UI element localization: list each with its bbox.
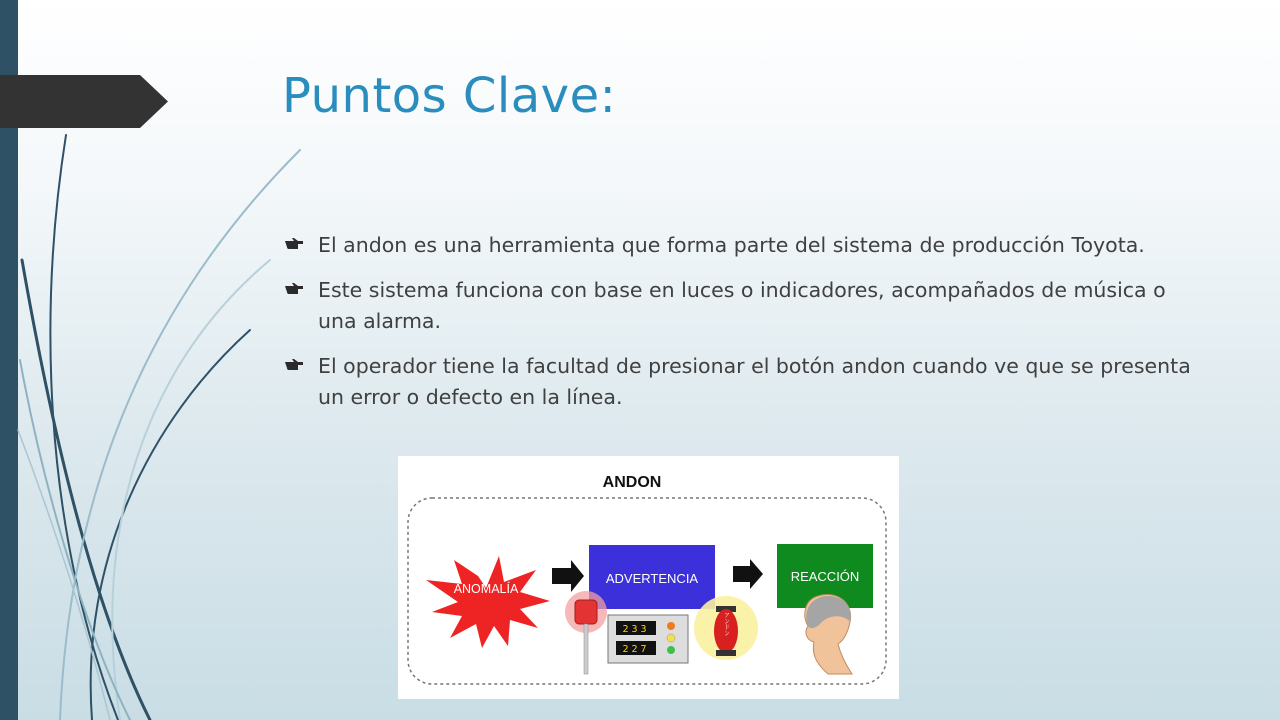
anomaly-starburst (426, 556, 550, 648)
paper-lantern-icon (694, 596, 758, 660)
slide-title: Puntos Clave: (282, 68, 617, 124)
right-arrow-icon (733, 559, 763, 589)
diagram-title: ANDON (602, 474, 662, 491)
title-tab-shape (0, 75, 168, 128)
anomaly-label: ANOMALÍA (453, 582, 519, 596)
bullet-item (284, 275, 1204, 337)
hand-pointing-right-icon (284, 357, 304, 373)
display-bottom-value: 227 (622, 644, 650, 655)
andon-display-board (608, 615, 688, 663)
bullet-item (284, 351, 1204, 413)
bullet-list (284, 230, 1204, 427)
operator-head-icon (805, 594, 852, 674)
bullet-text: El operador tiene la facultad de presionar el botón andon cuando ve que se presenta un error o defecto en la línea. (318, 354, 1191, 409)
bullet-text: Este sistema funciona con base en luces o indicadores, acompañados de música o una alarma. (318, 278, 1166, 333)
bullet-text: El andon es una herramienta que forma parte del sistema de producción Toyota. (318, 233, 1145, 257)
lantern-text: アンドン (722, 612, 730, 636)
reaction-label: REACCIÓN (790, 569, 860, 584)
hand-pointing-right-icon (284, 281, 304, 297)
andon-diagram (398, 456, 899, 699)
display-top-value: 233 (622, 624, 650, 635)
bullet-item (284, 230, 1204, 261)
andon-push-button (565, 591, 607, 674)
right-arrow-icon (552, 560, 584, 592)
warning-label: ADVERTENCIA (605, 571, 699, 586)
hand-pointing-right-icon (284, 236, 304, 252)
